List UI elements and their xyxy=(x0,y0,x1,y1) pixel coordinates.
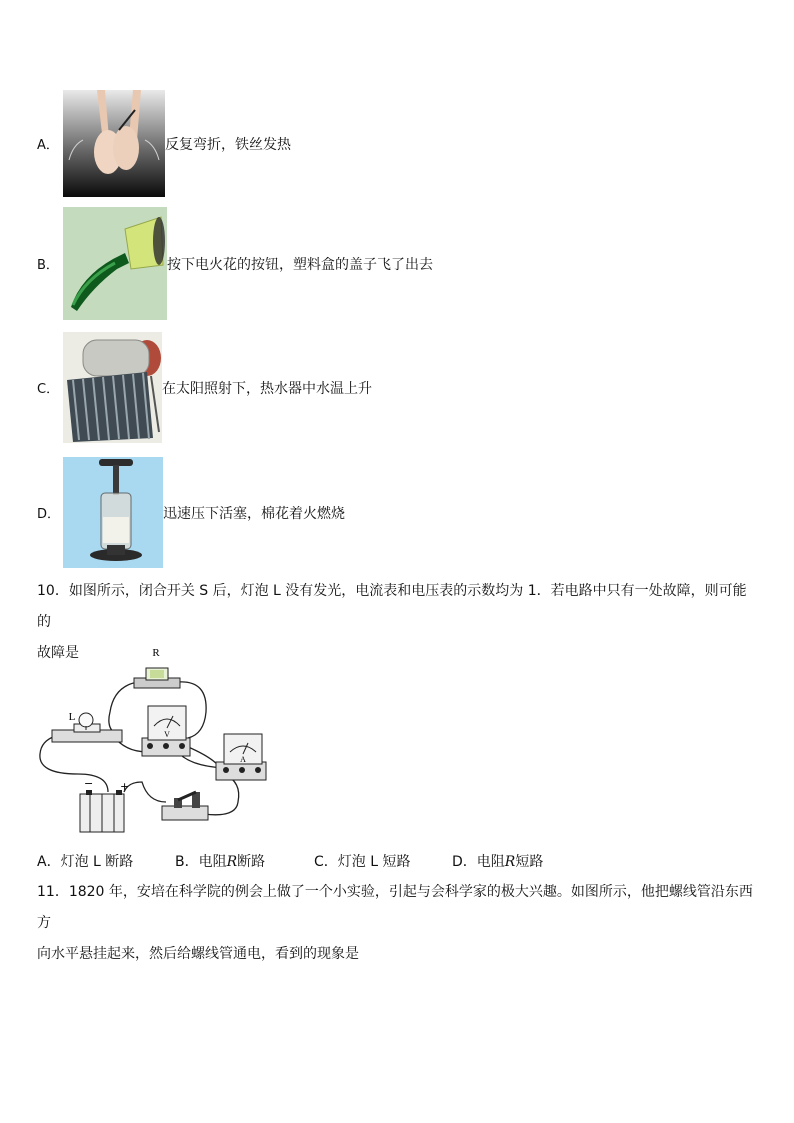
label-v: V xyxy=(164,730,170,739)
question-10-line-2: 故障是 xyxy=(37,645,79,661)
question-10-choices xyxy=(37,851,543,871)
question-11 xyxy=(37,877,757,970)
choice-text: C．灯泡 L 短路 xyxy=(314,854,411,870)
switch-s xyxy=(162,792,208,820)
circuit-diagram xyxy=(38,642,270,838)
question-11-line-2: 向水平悬挂起来，然后给螺线管通电，看到的现象是 xyxy=(37,946,359,962)
choice-text: D．电阻 xyxy=(452,854,505,870)
circuit-figure xyxy=(38,642,270,838)
option-c[interactable] xyxy=(37,332,372,443)
choice-b[interactable] xyxy=(175,851,314,871)
lamp-l xyxy=(52,713,122,742)
choice-text-suffix: 断路 xyxy=(237,854,266,870)
hands-bending-wire-image xyxy=(63,90,165,197)
question-11-line-1: 11．1820 年，安培在科学院的例会上做了一个小实验，引起与会科学家的极大兴趣。如图所示，他把螺线管沿东西方 xyxy=(37,884,753,931)
option-letter: B． xyxy=(37,258,59,273)
choice-symbol: R xyxy=(504,854,516,870)
option-letter: A． xyxy=(37,138,59,153)
option-text: 按下电火花的按钮，塑料盒的盖子飞了出去 xyxy=(167,256,433,273)
resistor-r xyxy=(134,668,180,688)
label-a: A xyxy=(240,755,246,764)
option-letter: D． xyxy=(37,507,61,522)
question-10-line-1: 10．如图所示，闭合开关 S 后，灯泡 L 没有发光，电流表和电压表的示数均为 1．若电路中只有一处故障，则可能的 xyxy=(37,583,747,630)
choice-text: B．电阻 xyxy=(175,854,227,870)
option-text: 迅速压下活塞，棉花着火燃烧 xyxy=(163,505,345,522)
choice-d[interactable] xyxy=(452,851,543,871)
option-text: 在太阳照射下，热水器中水温上升 xyxy=(162,380,372,397)
battery-minus-label: − xyxy=(84,777,94,790)
choice-a[interactable] xyxy=(37,851,175,871)
battery-plus-label: + xyxy=(120,780,130,793)
battery xyxy=(80,790,124,832)
air-compression-piston-image xyxy=(63,457,163,568)
label-r: R xyxy=(152,647,160,659)
choice-c[interactable] xyxy=(314,851,452,871)
spark-igniter-image xyxy=(63,207,167,320)
choice-text: A．灯泡 L 断路 xyxy=(37,854,134,870)
label-l: L xyxy=(68,711,76,723)
option-d[interactable] xyxy=(37,457,345,568)
option-b[interactable] xyxy=(37,207,433,320)
option-a[interactable] xyxy=(37,90,291,197)
choice-symbol: R xyxy=(226,854,238,870)
choice-text-suffix: 短路 xyxy=(515,854,544,870)
option-text: 反复弯折，铁丝发热 xyxy=(165,136,291,153)
option-letter: C． xyxy=(37,382,60,397)
solar-water-heater-image xyxy=(63,332,162,443)
